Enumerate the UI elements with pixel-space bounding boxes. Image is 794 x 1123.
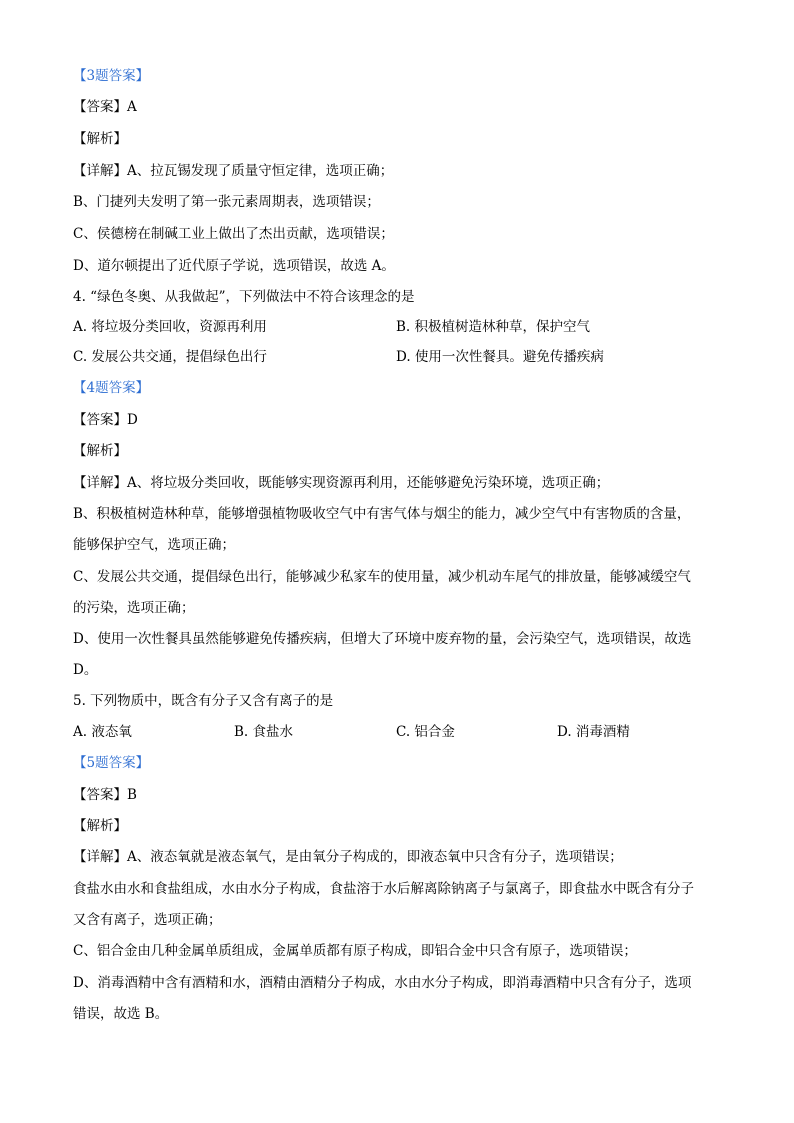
q3-answer: 【答案】A	[73, 99, 137, 115]
q4-answer-tag: 【4题答案】	[73, 380, 150, 396]
q4-detail-line: D、使用一次性餐具虽然能够避免传播疾病，但增大了环境中废弃物的量，会污染空气，选项错误，故选	[73, 631, 692, 647]
q5-option-a: A. 液态氧	[73, 724, 132, 740]
q5-option-b: B. 食盐水	[234, 724, 294, 740]
q4-analysis-label: 【解析】	[73, 443, 127, 459]
q4-detail-line: 能够保护空气，选项正确；	[73, 537, 235, 553]
q5-detail-line: 错误，故选 B。	[73, 1006, 169, 1022]
q3-answer-tag: 【3题答案】	[73, 68, 150, 84]
q5-detail-line: D、消毒酒精中含有酒精和水，酒精由酒精分子构成，水由水分子构成，即消毒酒精中只含有分子，选项	[73, 975, 692, 991]
q4-detail-line: B、积极植树造林种草，能够增强植物吸收空气中有害气体与烟尘的能力，减少空气中有害物质的含量，	[73, 506, 691, 522]
q4-option-a: A. 将垃圾分类回收，资源再利用	[73, 319, 267, 335]
q4-stem: 4. “绿色冬奥、从我做起”，下列做法中不符合该理念的是	[73, 289, 415, 305]
q5-detail-line: 【详解】A、液态氧就是液态氧气，是由氧分子构成的，即液态氧中只含有分子，选项错误；	[73, 849, 623, 865]
q5-detail-line: C、铝合金由几种金属单质组成，金属单质都有原子构成，即铝合金中只含有原子，选项错误；	[73, 943, 637, 959]
q3-detail-line: D、道尔顿提出了近代原子学说，选项错误，故选 A。	[73, 258, 395, 274]
q5-option-c: C. 铝合金	[396, 724, 455, 740]
q5-detail-line: 食盐水由水和食盐组成，水由水分子构成，食盐溶于水后解离除钠离子与氯离子，即食盐水中既含有分子	[73, 881, 694, 897]
q4-answer: 【答案】D	[73, 412, 138, 428]
q4-option-b: B. 积极植树造林种草，保护空气	[396, 319, 591, 335]
q4-detail-line: D。	[73, 662, 98, 678]
q3-detail-line: B、门捷列夫发明了第一张元素周期表，选项错误；	[73, 194, 380, 210]
q4-option-d: D. 使用一次性餐具。避免传播疾病	[396, 349, 604, 365]
q5-detail-line: 又含有离子，选项正确；	[73, 912, 222, 928]
q5-answer-tag: 【5题答案】	[73, 755, 150, 771]
q3-detail-line: C、侯德榜在制碱工业上做出了杰出贡献，选项错误；	[73, 226, 394, 242]
q4-detail-line: C、发展公共交通，提倡绿色出行，能够减少私家车的使用量，减少机动车尾气的排放量，能够减缓空气	[73, 569, 691, 585]
q4-option-c: C. 发展公共交通，提倡绿色出行	[73, 349, 267, 365]
q3-detail-line: 【详解】A、拉瓦锡发现了质量守恒定律，选项正确；	[73, 163, 394, 179]
q4-detail-line: 【详解】A、将垃圾分类回收，既能够实现资源再利用，还能够避免污染环境，选项正确；	[73, 475, 610, 491]
q5-option-d: D. 消毒酒精	[557, 724, 630, 740]
q5-answer: 【答案】B	[73, 787, 137, 803]
q3-analysis-label: 【解析】	[73, 131, 127, 147]
q5-stem: 5. 下列物质中，既含有分子又含有离子的是	[73, 693, 334, 709]
q5-analysis-label: 【解析】	[73, 818, 127, 834]
q4-detail-line: 的污染，选项正确；	[73, 600, 195, 616]
